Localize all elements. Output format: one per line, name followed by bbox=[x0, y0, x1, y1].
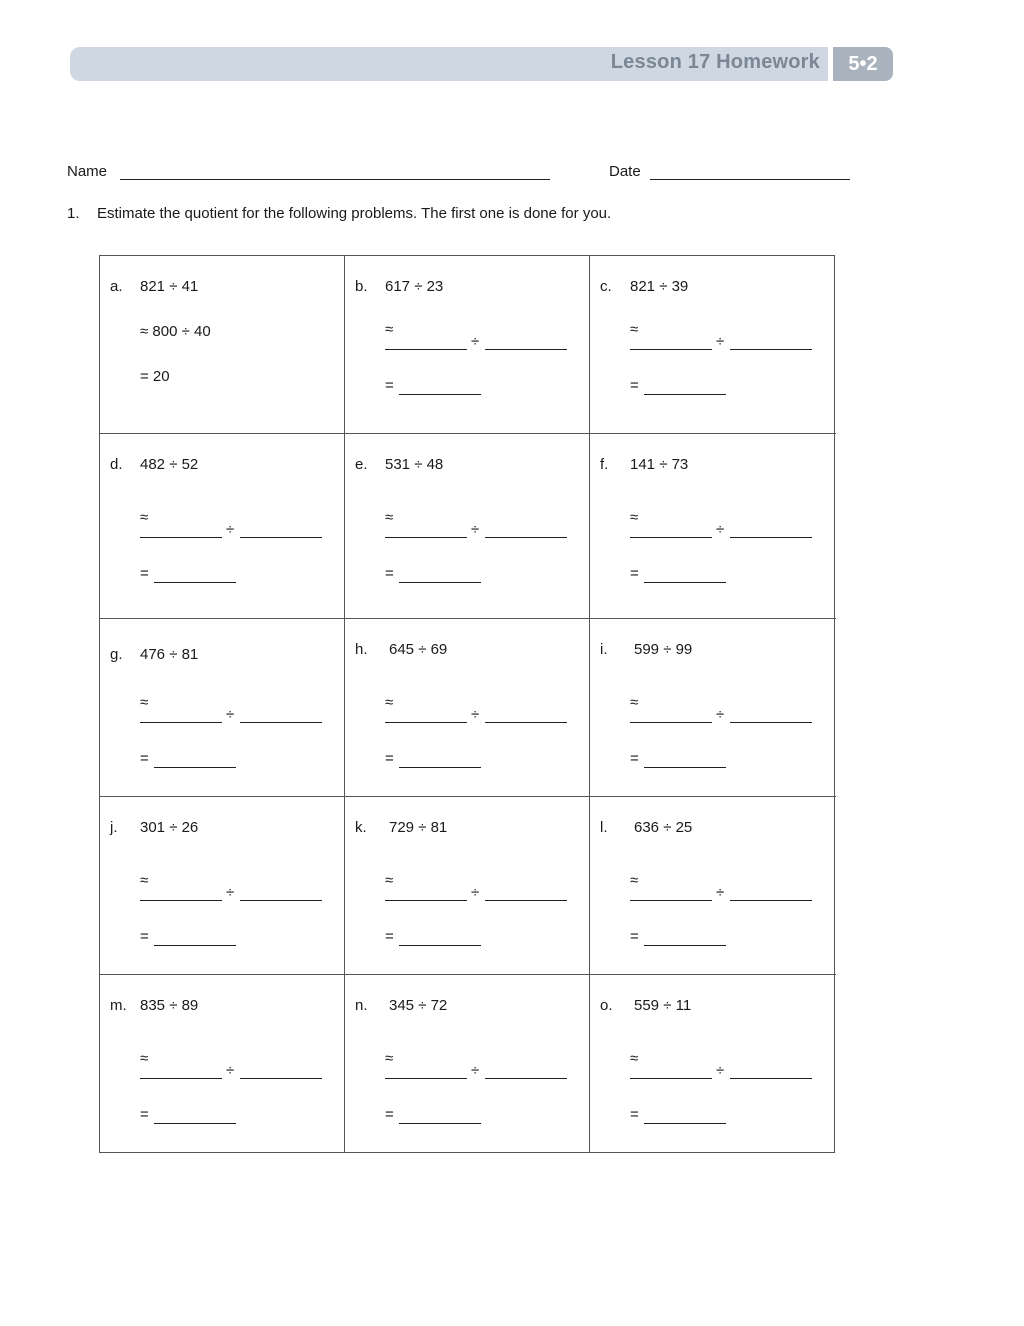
divide-symbol: ÷ bbox=[716, 521, 725, 538]
problem-expression: 531 ÷ 48 bbox=[385, 456, 444, 473]
lesson-title: Lesson 17 Homework bbox=[610, 51, 820, 73]
equals-symbol: = bbox=[385, 1106, 394, 1123]
answer-blank[interactable] bbox=[399, 582, 481, 583]
example-answer: = 20 bbox=[140, 368, 170, 385]
problem-expression: 729 ÷ 81 bbox=[389, 819, 448, 836]
problem-cell-i bbox=[590, 619, 836, 797]
problem-letter: g. bbox=[110, 646, 123, 663]
equals-symbol: = bbox=[140, 565, 149, 582]
estimate-division-line bbox=[630, 886, 814, 904]
estimate-division-line bbox=[385, 708, 569, 726]
divisor-blank[interactable] bbox=[485, 722, 567, 723]
answer-line bbox=[630, 750, 730, 771]
divisor-blank[interactable] bbox=[240, 537, 322, 538]
problem-expression: 345 ÷ 72 bbox=[389, 997, 448, 1014]
dividend-blank[interactable] bbox=[140, 900, 222, 901]
problem-cell-o bbox=[590, 975, 836, 1153]
answer-line bbox=[630, 1106, 730, 1127]
divisor-blank[interactable] bbox=[240, 722, 322, 723]
approx-symbol: ≈ bbox=[385, 694, 394, 711]
answer-line bbox=[385, 565, 485, 586]
answer-blank[interactable] bbox=[154, 1123, 236, 1124]
problem-cell-j bbox=[100, 797, 345, 975]
problem-letter: o. bbox=[600, 997, 613, 1014]
approx-symbol: ≈ bbox=[385, 1050, 394, 1067]
estimate-division-line bbox=[630, 1064, 814, 1082]
approx-symbol: ≈ bbox=[140, 509, 149, 526]
answer-line bbox=[385, 928, 485, 949]
problem-expression: 821 ÷ 39 bbox=[630, 278, 689, 295]
problem-cell-c bbox=[590, 256, 836, 434]
header-banner bbox=[70, 47, 828, 81]
problem-letter: j. bbox=[110, 819, 118, 836]
problem-expression: 141 ÷ 73 bbox=[630, 456, 689, 473]
answer-line bbox=[630, 377, 730, 398]
divide-symbol: ÷ bbox=[471, 884, 480, 901]
problem-letter: d. bbox=[110, 456, 123, 473]
answer-line bbox=[140, 928, 240, 949]
dividend-blank[interactable] bbox=[140, 722, 222, 723]
divisor-blank[interactable] bbox=[730, 349, 812, 350]
dividend-blank[interactable] bbox=[385, 349, 467, 350]
answer-blank[interactable] bbox=[644, 1123, 726, 1124]
divisor-blank[interactable] bbox=[730, 900, 812, 901]
equals-symbol: = bbox=[140, 750, 149, 767]
equals-symbol: = bbox=[630, 750, 639, 767]
approx-symbol: ≈ bbox=[385, 872, 394, 889]
divide-symbol: ÷ bbox=[226, 706, 235, 723]
answer-blank[interactable] bbox=[399, 1123, 481, 1124]
answer-blank[interactable] bbox=[399, 767, 481, 768]
problem-letter: n. bbox=[355, 997, 368, 1014]
problem-letter: c. bbox=[600, 278, 612, 295]
problem-expression: 599 ÷ 99 bbox=[634, 641, 693, 658]
estimate-division-line bbox=[630, 523, 814, 541]
answer-line bbox=[140, 565, 240, 586]
name-field[interactable] bbox=[120, 179, 550, 180]
estimate-division-line bbox=[385, 1064, 569, 1082]
problem-cell-a bbox=[100, 256, 345, 434]
problem-letter: e. bbox=[355, 456, 368, 473]
divide-symbol: ÷ bbox=[226, 521, 235, 538]
equals-symbol: = bbox=[140, 928, 149, 945]
answer-blank[interactable] bbox=[644, 394, 726, 395]
dividend-blank[interactable] bbox=[630, 722, 712, 723]
problem-expression: 636 ÷ 25 bbox=[634, 819, 693, 836]
answer-line bbox=[630, 928, 730, 949]
dividend-blank[interactable] bbox=[385, 537, 467, 538]
answer-line bbox=[140, 1106, 240, 1127]
name-label: Name bbox=[67, 163, 108, 180]
approx-symbol: ≈ bbox=[630, 509, 639, 526]
approx-symbol: ≈ bbox=[630, 1050, 639, 1067]
problem-cell-e bbox=[345, 434, 590, 619]
dividend-blank[interactable] bbox=[630, 537, 712, 538]
approx-symbol: ≈ bbox=[630, 321, 639, 338]
problem-letter: a. bbox=[110, 278, 123, 295]
divisor-blank[interactable] bbox=[485, 537, 567, 538]
answer-blank[interactable] bbox=[644, 767, 726, 768]
equals-symbol: = bbox=[385, 750, 394, 767]
problem-cell-m bbox=[100, 975, 345, 1153]
answer-line bbox=[385, 377, 485, 398]
equals-symbol: = bbox=[385, 928, 394, 945]
divisor-blank[interactable] bbox=[730, 1078, 812, 1079]
answer-blank[interactable] bbox=[644, 582, 726, 583]
problem-cell-n bbox=[345, 975, 590, 1153]
estimate-division-line bbox=[630, 708, 814, 726]
answer-line bbox=[630, 565, 730, 586]
problem-letter: i. bbox=[600, 641, 608, 658]
problem-cell-d bbox=[100, 434, 345, 619]
problem-expression: 821 ÷ 41 bbox=[140, 278, 199, 295]
divisor-blank[interactable] bbox=[485, 349, 567, 350]
approx-symbol: ≈ bbox=[385, 321, 394, 338]
problem-expression: 835 ÷ 89 bbox=[140, 997, 199, 1014]
problem-table bbox=[99, 255, 835, 1153]
divide-symbol: ÷ bbox=[471, 333, 480, 350]
divide-symbol: ÷ bbox=[471, 1062, 480, 1079]
problem-expression: 559 ÷ 11 bbox=[634, 997, 692, 1014]
equals-symbol: = bbox=[140, 1106, 149, 1123]
estimate-division-line bbox=[385, 335, 569, 353]
divisor-blank[interactable] bbox=[485, 1078, 567, 1079]
problem-letter: k. bbox=[355, 819, 367, 836]
problem-cell-b bbox=[345, 256, 590, 434]
answer-line bbox=[140, 750, 240, 771]
grade-module-badge: 5•2 bbox=[833, 47, 893, 81]
answer-blank[interactable] bbox=[154, 767, 236, 768]
estimate-division-line bbox=[385, 523, 569, 541]
dividend-blank[interactable] bbox=[630, 349, 712, 350]
problem-expression: 645 ÷ 69 bbox=[389, 641, 448, 658]
divide-symbol: ÷ bbox=[471, 706, 480, 723]
answer-blank[interactable] bbox=[154, 582, 236, 583]
approx-symbol: ≈ bbox=[630, 872, 639, 889]
divide-symbol: ÷ bbox=[226, 884, 235, 901]
question-text: Estimate the quotient for the following problems. The first one is done for you. bbox=[97, 205, 612, 222]
divide-symbol: ÷ bbox=[716, 1062, 725, 1079]
divide-symbol: ÷ bbox=[226, 1062, 235, 1079]
problem-cell-g bbox=[100, 619, 345, 797]
divisor-blank[interactable] bbox=[730, 537, 812, 538]
problem-expression: 301 ÷ 26 bbox=[140, 819, 199, 836]
equals-symbol: = bbox=[630, 1106, 639, 1123]
answer-line bbox=[385, 1106, 485, 1127]
answer-blank[interactable] bbox=[154, 945, 236, 946]
approx-symbol: ≈ bbox=[385, 509, 394, 526]
approx-symbol: ≈ bbox=[140, 872, 149, 889]
answer-blank[interactable] bbox=[399, 394, 481, 395]
problem-letter: l. bbox=[600, 819, 608, 836]
problem-letter: h. bbox=[355, 641, 368, 658]
problem-cell-f bbox=[590, 434, 836, 619]
problem-cell-l bbox=[590, 797, 836, 975]
divide-symbol: ÷ bbox=[716, 884, 725, 901]
dividend-blank[interactable] bbox=[630, 900, 712, 901]
problem-letter: m. bbox=[110, 997, 127, 1014]
divide-symbol: ÷ bbox=[716, 706, 725, 723]
estimate-division-line bbox=[140, 523, 324, 541]
approx-symbol: ≈ bbox=[630, 694, 639, 711]
date-field[interactable] bbox=[650, 179, 850, 180]
problem-letter: f. bbox=[600, 456, 609, 473]
divisor-blank[interactable] bbox=[730, 722, 812, 723]
equals-symbol: = bbox=[385, 565, 394, 582]
dividend-blank[interactable] bbox=[140, 537, 222, 538]
problem-expression: 476 ÷ 81 bbox=[140, 646, 199, 663]
dividend-blank[interactable] bbox=[385, 900, 467, 901]
date-label: Date bbox=[609, 163, 641, 180]
question-number: 1. bbox=[67, 205, 80, 222]
dividend-blank[interactable] bbox=[140, 1078, 222, 1079]
estimate-division-line bbox=[140, 886, 324, 904]
equals-symbol: = bbox=[630, 377, 639, 394]
problem-expression: 617 ÷ 23 bbox=[385, 278, 444, 295]
divide-symbol: ÷ bbox=[716, 333, 725, 350]
equals-symbol: = bbox=[385, 377, 394, 394]
problem-cell-k bbox=[345, 797, 590, 975]
approx-symbol: ≈ bbox=[140, 1050, 149, 1067]
estimate-division-line bbox=[385, 886, 569, 904]
equals-symbol: = bbox=[630, 565, 639, 582]
estimate-division-line bbox=[140, 1064, 324, 1082]
divide-symbol: ÷ bbox=[471, 521, 480, 538]
answer-line bbox=[385, 750, 485, 771]
estimate-division-line bbox=[630, 335, 814, 353]
answer-blank[interactable] bbox=[644, 945, 726, 946]
problem-expression: 482 ÷ 52 bbox=[140, 456, 199, 473]
approx-symbol: ≈ bbox=[140, 694, 149, 711]
dividend-blank[interactable] bbox=[385, 1078, 467, 1079]
example-estimate: ≈ 800 ÷ 40 bbox=[140, 323, 211, 340]
divisor-blank[interactable] bbox=[240, 1078, 322, 1079]
dividend-blank[interactable] bbox=[385, 722, 467, 723]
problem-cell-h bbox=[345, 619, 590, 797]
problem-letter: b. bbox=[355, 278, 368, 295]
divisor-blank[interactable] bbox=[485, 900, 567, 901]
answer-blank[interactable] bbox=[399, 945, 481, 946]
dividend-blank[interactable] bbox=[630, 1078, 712, 1079]
divisor-blank[interactable] bbox=[240, 900, 322, 901]
equals-symbol: = bbox=[630, 928, 639, 945]
estimate-division-line bbox=[140, 708, 324, 726]
